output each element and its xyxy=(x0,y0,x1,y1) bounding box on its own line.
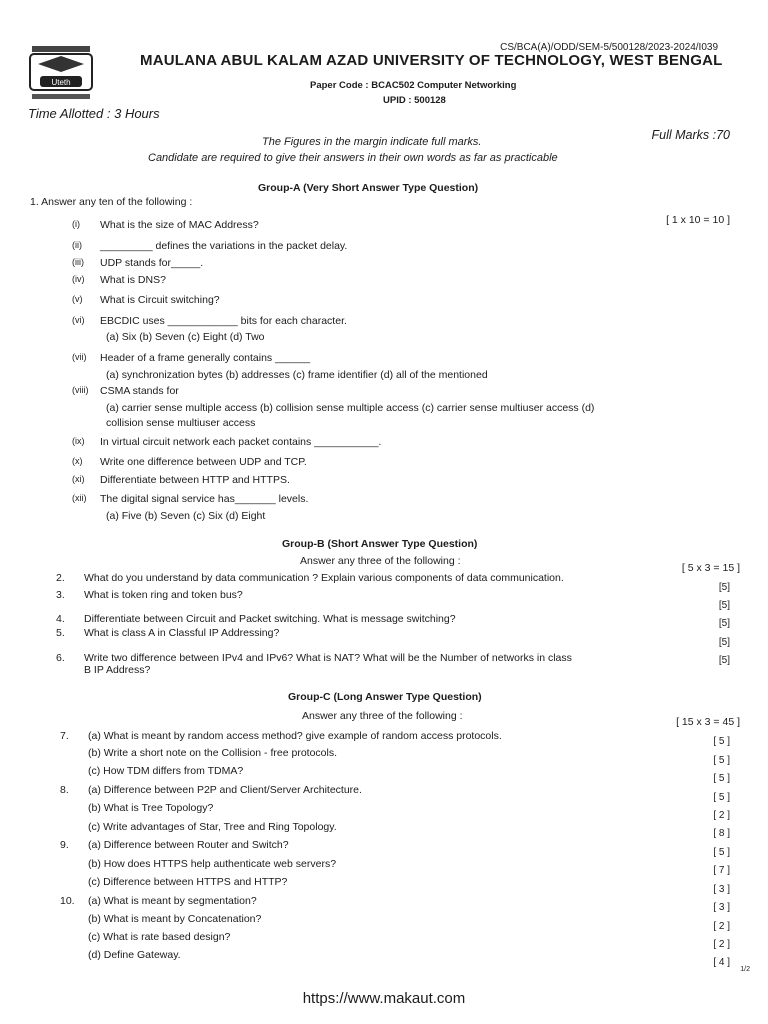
question-number: (iv) xyxy=(72,274,85,284)
question-text: (a) Difference between P2P and Client/Server Architecture. xyxy=(88,784,362,796)
logo-text: Uteth xyxy=(51,78,71,87)
paper-ref-code: CS/BCA(A)/ODD/SEM-5/500128/2023-2024/I039 xyxy=(500,42,718,53)
group-a-title: Group-A (Very Short Answer Type Question) xyxy=(258,182,479,194)
university-logo xyxy=(28,44,94,102)
question-number: 3. xyxy=(56,589,65,601)
question-marks: [ 5 ] xyxy=(713,847,730,858)
question-text: (c) What is rate based design? xyxy=(88,931,231,943)
time-allotted: Time Allotted : 3 Hours xyxy=(28,106,160,121)
question-text: (a) carrier sense multiple access (b) collision sense multiple access (c) carrier sense multiuser access (d) xyxy=(106,402,595,414)
question-number: 8. xyxy=(60,784,69,796)
question-text: Write two difference between IPv4 and IPv6? What is NAT? What will be the Number of networks in class xyxy=(84,652,572,664)
question-text: _________ defines the variations in the packet delay. xyxy=(100,240,348,252)
question-text: The digital signal service has_______ levels. xyxy=(100,493,309,505)
question-number: (xii) xyxy=(72,493,87,503)
question-text: What is DNS? xyxy=(100,274,166,286)
question-marks: [5] xyxy=(718,600,730,611)
question-marks: [5] xyxy=(718,618,730,629)
question-text: (a) synchronization bytes (b) addresses (c) frame identifier (d) all of the mentioned xyxy=(106,369,488,381)
question-number: 9. xyxy=(60,839,69,851)
question-number: (xi) xyxy=(72,474,85,484)
question-marks: [ 5 ] xyxy=(713,755,730,766)
question-marks: [ 2 ] xyxy=(713,921,730,932)
group-b-marks: [ 5 x 3 = 15 ] xyxy=(681,562,740,574)
question-marks: [ 5 ] xyxy=(713,773,730,784)
question-text: Header of a frame generally contains ______ xyxy=(100,352,311,364)
question-text: (a) What is meant by segmentation? xyxy=(88,895,257,907)
question-marks: [ 3 ] xyxy=(713,902,730,913)
question-number: 6. xyxy=(56,652,65,664)
question-number: 7. xyxy=(60,730,69,742)
question-text: (a) Six (b) Seven (c) Eight (d) Two xyxy=(106,331,265,343)
question-marks: [ 8 ] xyxy=(713,828,730,839)
question-text: In virtual circuit network each packet contains ___________. xyxy=(100,436,382,448)
question-number: (v) xyxy=(72,294,83,304)
question-marks: [ 5 ] xyxy=(713,792,730,803)
question-text: (b) Write a short note on the Collision - free protocols. xyxy=(88,747,338,759)
question-marks: [ 2 ] xyxy=(713,810,730,821)
question-number: (ix) xyxy=(72,436,85,446)
page-number: 1/2 xyxy=(740,966,750,973)
question-marks: [ 3 ] xyxy=(713,884,730,895)
question-number: 4. xyxy=(56,613,65,625)
group-c-marks: [ 15 x 3 = 45 ] xyxy=(676,716,740,728)
question-number: (viii) xyxy=(72,385,89,395)
question-number: 5. xyxy=(56,627,65,639)
question-number: (ii) xyxy=(72,240,82,250)
group-a-marks: [ 1 x 10 = 10 ] xyxy=(666,214,730,226)
question-text: What is the size of MAC Address? xyxy=(100,219,259,231)
question-marks: [5] xyxy=(718,582,730,593)
group-c-title: Group-C (Long Answer Type Question) xyxy=(288,691,482,703)
question-text: CSMA stands for xyxy=(100,385,179,397)
group-b-intro: Answer any three of the following : xyxy=(300,555,461,567)
question-text: What is Circuit switching? xyxy=(100,294,220,306)
instruction-line-2: Candidate are required to give their answers in their own words as far as practicable xyxy=(148,152,558,164)
question-text: (c) Write advantages of Star, Tree and Ring Topology. xyxy=(88,821,337,833)
question-number: 2. xyxy=(56,572,65,584)
question-number: (x) xyxy=(72,456,83,466)
question-text: B IP Address? xyxy=(84,664,151,676)
question-number: (vi) xyxy=(72,315,85,325)
question-number: (vii) xyxy=(72,352,87,362)
question-text: Differentiate between Circuit and Packet switching. What is message switching? xyxy=(84,613,456,625)
question-text: (c) Difference between HTTPS and HTTP? xyxy=(88,876,288,888)
question-text: (b) How does HTTPS help authenticate web servers? xyxy=(88,858,337,870)
question-text: collision sense multiuser access xyxy=(106,417,256,429)
question-marks: [5] xyxy=(718,637,730,648)
question-text: Write one difference between UDP and TCP. xyxy=(100,456,307,468)
paper-code: Paper Code : BCAC502 Computer Networking xyxy=(310,80,517,91)
question-text: Differentiate between HTTP and HTTPS. xyxy=(100,474,290,486)
question-number: (iii) xyxy=(72,257,84,267)
question-number: (i) xyxy=(72,219,80,229)
question-text: (a) Difference between Router and Switch? xyxy=(88,839,289,851)
instruction-line-1: The Figures in the margin indicate full marks. xyxy=(262,136,482,148)
university-name: MAULANA ABUL KALAM AZAD UNIVERSITY OF TECHNOLOGY, WEST BENGAL xyxy=(140,52,723,69)
question-text: What do you understand by data communication ? Explain various components of data communication. xyxy=(84,572,564,584)
question-text: UDP stands for_____. xyxy=(100,257,204,269)
question-text: EBCDIC uses ____________ bits for each character. xyxy=(100,315,347,327)
question-text: (c) How TDM differs from TDMA? xyxy=(88,765,244,777)
upid: UPID : 500128 xyxy=(383,95,446,106)
full-marks: Full Marks :70 xyxy=(651,128,730,142)
question-marks: [ 7 ] xyxy=(713,865,730,876)
group-a-intro: 1. Answer any ten of the following : xyxy=(30,196,193,208)
question-text: What is token ring and token bus? xyxy=(84,589,243,601)
question-text: (b) What is Tree Topology? xyxy=(88,802,214,814)
footer-url[interactable]: https://www.makaut.com xyxy=(302,990,466,1007)
question-text: (a) What is meant by random access method? give example of random access protocols. xyxy=(88,730,502,742)
question-text: What is class A in Classful IP Addressing? xyxy=(84,627,280,639)
question-text: (b) What is meant by Concatenation? xyxy=(88,913,262,925)
question-text: (d) Define Gateway. xyxy=(88,949,181,961)
question-marks: [ 4 ] xyxy=(713,957,730,968)
question-marks: [ 2 ] xyxy=(713,939,730,950)
group-c-intro: Answer any three of the following : xyxy=(302,710,463,722)
question-text: (a) Five (b) Seven (c) Six (d) Eight xyxy=(106,510,266,522)
group-b-title: Group-B (Short Answer Type Question) xyxy=(282,538,478,550)
question-marks: [5] xyxy=(718,655,730,666)
question-marks: [ 5 ] xyxy=(713,736,730,747)
question-number: 10. xyxy=(60,895,75,907)
